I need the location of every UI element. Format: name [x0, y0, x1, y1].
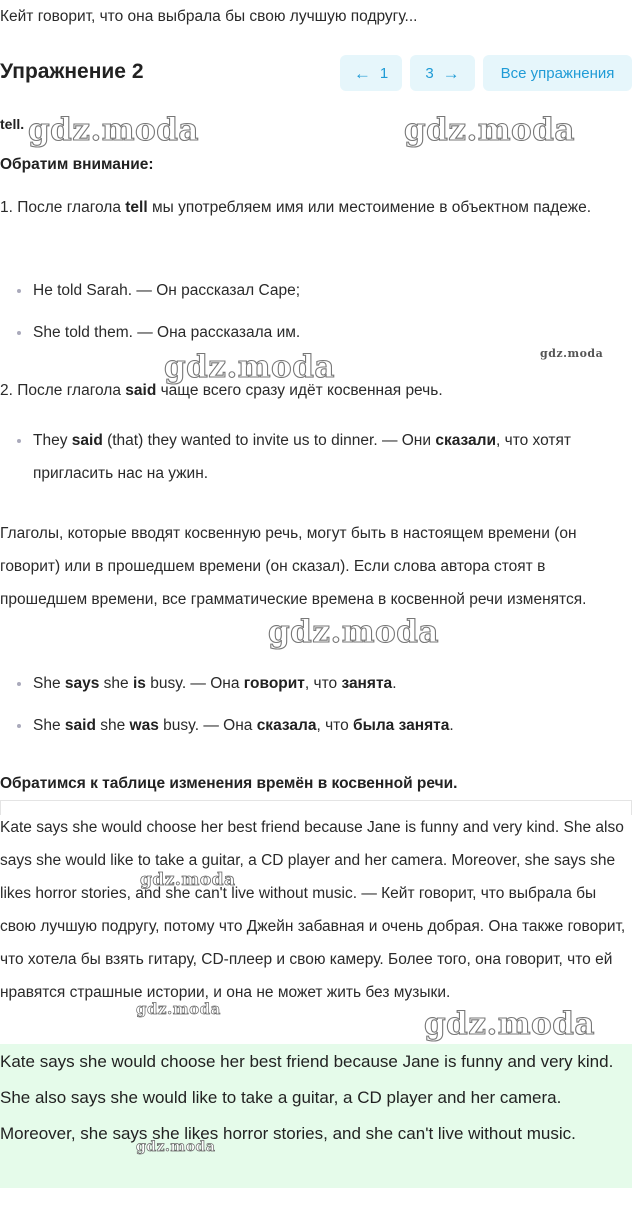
list-item: They said (that) they wanted to invite us to dinner. — Они сказали, что хотят пригласить нас на ужин.	[0, 424, 632, 490]
table-divider	[0, 800, 632, 801]
intro-text: Кейт говорит, что она выбрала бы свою лучшую подругу...	[0, 8, 418, 25]
list-item: She told them. — Она рассказала им.	[0, 316, 632, 349]
prev-exercise-label: 1	[379, 64, 389, 82]
tense-paragraph: Глаголы, которые вводят косвенную речь, могут быть в настоящем времени (он говорит) или в прошедшем времени (он сказал). Если слова автора стоят в прошедшем времени, все грамматические времена в косвенной речи изменятся.	[0, 525, 587, 608]
watermark: gdz.moda	[424, 1006, 595, 1042]
watermark: gdz.moda	[404, 112, 575, 148]
tell-word: tell.	[0, 116, 25, 132]
arrow-right-icon: →	[442, 63, 460, 83]
watermark: gdz.moda	[136, 1139, 216, 1155]
rule-2-examples	[0, 424, 632, 490]
tense-examples	[0, 667, 632, 742]
list-item: She said she was busy. — Она сказала, что была занята.	[0, 709, 632, 742]
next-exercise-label: 3	[425, 64, 434, 82]
all-exercises-button[interactable]	[483, 55, 632, 91]
rule-1-examples	[0, 274, 632, 349]
watermark: gdz.moda	[540, 347, 604, 360]
watermark: gdz.moda	[140, 870, 236, 890]
prev-exercise-button[interactable]	[340, 55, 402, 91]
answer-box	[0, 1044, 632, 1188]
page-title: Упражнение 2	[0, 60, 144, 83]
list-item: He told Sarah. — Он рассказал Саре;	[0, 274, 632, 307]
rule-1: 1. После глагола tell мы употребляем имя или местоимение в объектном падеже.	[0, 199, 592, 216]
watermark: gdz.moda	[136, 1000, 221, 1018]
next-exercise-button[interactable]	[410, 55, 475, 91]
watermark: gdz.moda	[28, 112, 199, 148]
watermark: gdz.moda	[268, 614, 439, 650]
answer-text: Kate says she would choose her best friend because Jane is funny and very kind. She also says she would like to take a guitar, a CD player and her camera. Moreover, she says she likes horror stories, and she can't live without music.	[0, 1052, 614, 1143]
watermark: gdz.moda	[164, 349, 335, 385]
arrow-left-icon: ←	[353, 63, 371, 83]
rule-2: 2. После глагола said чаще всего сразу идёт косвенная речь.	[0, 382, 443, 399]
translation-text: Kate says she would choose her best friend because Jane is funny and very kind. She also says she would like to take a guitar, a CD player and her camera. Moreover, she says she likes horror stories, and she can't live without music. — Кейт говорит, что выбрала бы свою лучшую подругу, потому что Джейн забавная и очень добрая. Она также говорит, что хотела бы взять гитару, CD-плеер и свою камеру. Более того, она говорит, что ей нравятся страшные истории, и она не может жить без музыки.	[0, 819, 626, 1001]
table-note: Обратимся к таблице изменения времён в косвенной речи.	[0, 775, 458, 792]
attention-heading: Обратим внимание:	[0, 156, 154, 173]
list-item: She says she is busy. — Она говорит, что занята.	[0, 667, 632, 700]
all-exercises-label: Все упражнения	[500, 64, 615, 82]
